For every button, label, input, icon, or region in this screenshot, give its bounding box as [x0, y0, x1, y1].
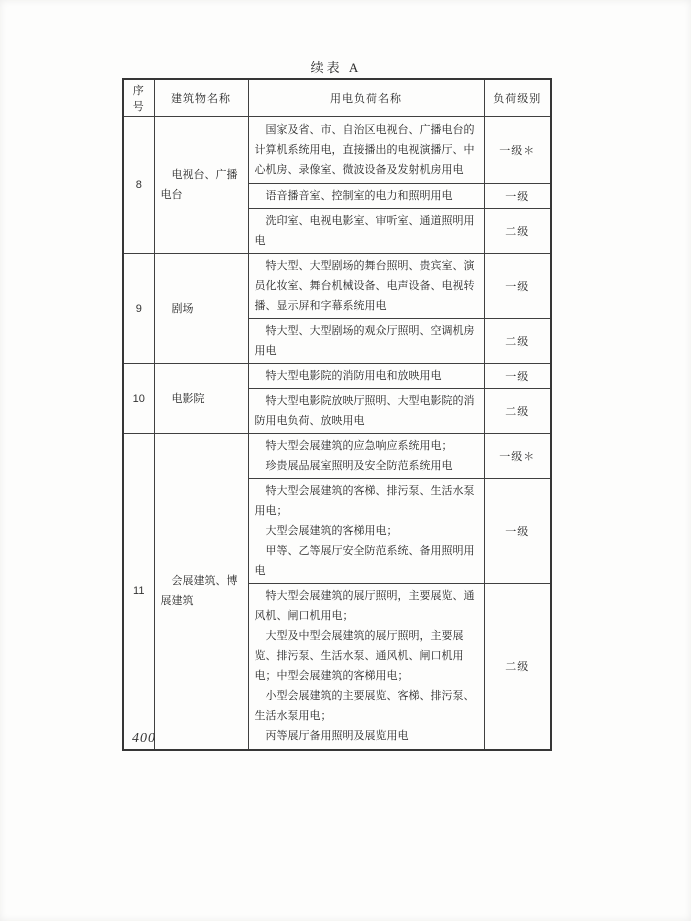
load-name-cell [248, 364, 484, 389]
page-number: 400 [132, 731, 156, 746]
load-name-cell [248, 117, 484, 184]
load-paragraph: 特大型电影院放映厅照明、大型电影院的消防用电负荷、放映用电 [254, 395, 475, 427]
row-number-cell: 10 [123, 364, 154, 434]
load-name-cell [248, 209, 484, 254]
load-paragraph: 特大型、大型剧场的观众厅照明、空调机房用电 [254, 325, 475, 357]
load-classification-table [122, 78, 552, 751]
load-paragraph: 丙等展厅备用照明及展览用电 [265, 730, 409, 743]
load-level-cell: 一级 [484, 479, 551, 584]
load-paragraph: 甲等、乙等展厅安全防范系统、备用照明用电 [254, 545, 475, 577]
building-name-cell [154, 117, 248, 254]
load-name-cell [248, 584, 484, 750]
load-name-cell [248, 254, 484, 319]
table-row [123, 434, 551, 479]
load-level-cell: 二级 [484, 209, 551, 254]
load-name-cell [248, 434, 484, 479]
header-serial-number: 序号 [123, 79, 154, 117]
load-paragraph: 大型及中型会展建筑的展厅照明，主要展览、排污泵、生活水泵、通风机、闸口机用电；中型会展建筑的客梯用电； [254, 630, 464, 683]
building-name: 剧场 [171, 302, 194, 315]
table-row [123, 117, 551, 184]
load-paragraph: 特大型会展建筑的应急响应系统用电； [265, 440, 453, 452]
page-title: 续表 A [310, 60, 362, 75]
load-level-cell: 一级 [484, 254, 551, 319]
load-paragraph: 国家及省、市、自治区电视台、广播电台的计算机系统用电，直接播出的电视演播厅、中心机房、录像室、微波设备及发射机房用电 [254, 124, 475, 176]
load-level-cell: 二级 [484, 389, 551, 434]
row-number-cell: 8 [123, 117, 154, 254]
load-paragraph: 珍贵展品展室照明及安全防范系统用电 [265, 460, 453, 472]
row-number-cell: 9 [123, 254, 154, 364]
load-level-cell: 二级 [484, 584, 551, 750]
load-paragraph: 特大型会展建筑的展厅照明，主要展览、通风机、闸口机用电； [254, 590, 475, 623]
load-paragraph: 特大型会展建筑的客梯、排污泵、生活水泵用电； [254, 485, 475, 517]
load-level-cell: 二级 [484, 319, 551, 364]
load-name-cell [248, 319, 484, 364]
header-load-level: 负荷级别 [484, 79, 551, 117]
load-paragraph: 特大型、大型剧场的舞台照明、贵宾室、演员化妆室、舞台机械设备、电声设备、电视转播、显示屏和字幕系统用电 [254, 260, 475, 312]
building-name: 电影院 [171, 392, 205, 405]
table-header-row [123, 79, 551, 117]
load-name-cell [248, 479, 484, 584]
load-level-cell: 一级＊ [484, 117, 551, 184]
load-paragraph: 小型会展建筑的主要展览、客梯、排污泵、生活水泵用电； [254, 690, 475, 723]
load-name-cell [248, 389, 484, 434]
load-name-cell [248, 184, 484, 209]
building-name-cell [154, 254, 248, 364]
load-paragraph: 特大型电影院的消防用电和放映用电 [265, 370, 442, 382]
load-level-cell: 一级 [484, 364, 551, 389]
table-row [123, 364, 551, 389]
row-number-cell: 11 [123, 434, 154, 750]
table-row [123, 254, 551, 319]
building-name: 会展建筑、博展建筑 [160, 575, 238, 608]
load-paragraph: 语音播音室、控制室的电力和照明用电 [265, 190, 453, 202]
load-paragraph: 大型会展建筑的客梯用电； [265, 525, 398, 537]
building-name: 电视台、广播电台 [160, 169, 238, 201]
load-level-cell: 一级 [484, 184, 551, 209]
load-level-cell: 一级＊ [484, 434, 551, 479]
header-building-name: 建筑物名称 [154, 79, 248, 117]
building-name-cell [154, 364, 248, 434]
header-load-name: 用电负荷名称 [248, 79, 484, 117]
building-name-cell [154, 434, 248, 750]
load-paragraph: 洗印室、电视电影室、审听室、通道照明用电 [254, 215, 475, 247]
